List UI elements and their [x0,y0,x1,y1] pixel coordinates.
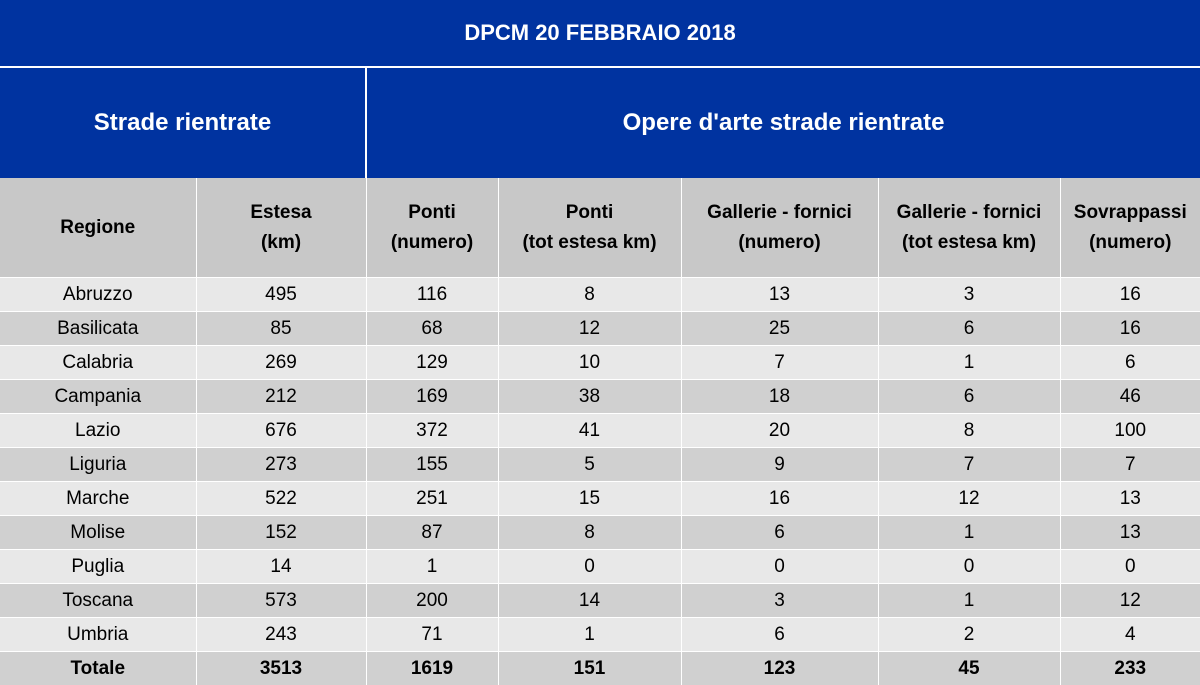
cell-ponti-estesa: 8 [498,278,681,312]
total-cell-gallerie-estesa: 45 [878,652,1060,685]
table-row [0,516,1200,550]
cell-gallerie-numero: 25 [681,312,878,346]
cell-regione: Lazio [0,414,196,448]
cell-gallerie-estesa: 3 [878,278,1060,312]
cell-estesa: 573 [196,584,366,618]
cell-gallerie-numero: 20 [681,414,878,448]
cell-regione: Molise [0,516,196,550]
cell-ponti-numero: 68 [366,312,498,346]
cell-ponti-estesa: 8 [498,516,681,550]
total-cell-regione: Totale [0,652,196,685]
cell-regione: Liguria [0,448,196,482]
table-title: DPCM 20 FEBBRAIO 2018 [0,0,1200,67]
cell-regione: Calabria [0,346,196,380]
table-row [0,346,1200,380]
cell-ponti-numero: 1 [366,550,498,584]
cell-gallerie-estesa: 6 [878,380,1060,414]
column-header-estesa: Estesa (km) [196,178,366,278]
table-row [0,550,1200,584]
cell-ponti-estesa: 41 [498,414,681,448]
cell-sovrappassi: 100 [1060,414,1200,448]
cell-estesa: 152 [196,516,366,550]
cell-ponti-numero: 155 [366,448,498,482]
table-row [0,414,1200,448]
cell-gallerie-estesa: 2 [878,618,1060,652]
cell-ponti-estesa: 38 [498,380,681,414]
cell-estesa: 85 [196,312,366,346]
cell-sovrappassi: 16 [1060,312,1200,346]
table-row [0,482,1200,516]
column-header-sovrappassi: Sovrappassi (numero) [1060,178,1200,278]
cell-ponti-estesa: 12 [498,312,681,346]
cell-regione: Campania [0,380,196,414]
total-row [0,652,1200,685]
total-cell-ponti-numero: 1619 [366,652,498,685]
column-header-ponti-estesa: Ponti (tot estesa km) [498,178,681,278]
table-row [0,380,1200,414]
cell-ponti-numero: 372 [366,414,498,448]
cell-gallerie-estesa: 1 [878,346,1060,380]
cell-sovrappassi: 4 [1060,618,1200,652]
cell-ponti-estesa: 10 [498,346,681,380]
table-row [0,584,1200,618]
cell-sovrappassi: 13 [1060,516,1200,550]
cell-gallerie-estesa: 0 [878,550,1060,584]
table-row [0,618,1200,652]
cell-ponti-numero: 129 [366,346,498,380]
cell-gallerie-numero: 3 [681,584,878,618]
total-cell-gallerie-numero: 123 [681,652,878,685]
group-header-strade: Strade rientrate [0,67,366,178]
cell-gallerie-estesa: 1 [878,584,1060,618]
cell-gallerie-numero: 9 [681,448,878,482]
cell-gallerie-estesa: 1 [878,516,1060,550]
column-header-regione: Regione [0,178,196,278]
cell-gallerie-numero: 16 [681,482,878,516]
cell-gallerie-estesa: 8 [878,414,1060,448]
cell-ponti-estesa: 14 [498,584,681,618]
cell-sovrappassi: 13 [1060,482,1200,516]
cell-ponti-estesa: 0 [498,550,681,584]
cell-estesa: 273 [196,448,366,482]
cell-gallerie-numero: 13 [681,278,878,312]
cell-regione: Toscana [0,584,196,618]
cell-ponti-numero: 87 [366,516,498,550]
cell-gallerie-numero: 7 [681,346,878,380]
cell-sovrappassi: 12 [1060,584,1200,618]
cell-ponti-numero: 71 [366,618,498,652]
cell-estesa: 522 [196,482,366,516]
cell-ponti-estesa: 5 [498,448,681,482]
total-cell-estesa: 3513 [196,652,366,685]
cell-gallerie-numero: 6 [681,516,878,550]
cell-estesa: 212 [196,380,366,414]
table-row [0,448,1200,482]
cell-ponti-numero: 169 [366,380,498,414]
cell-regione: Marche [0,482,196,516]
cell-ponti-estesa: 1 [498,618,681,652]
column-header-row [0,178,1200,278]
cell-sovrappassi: 0 [1060,550,1200,584]
total-cell-sovrappassi: 233 [1060,652,1200,685]
cell-sovrappassi: 16 [1060,278,1200,312]
cell-gallerie-numero: 0 [681,550,878,584]
column-header-ponti-numero: Ponti (numero) [366,178,498,278]
cell-gallerie-estesa: 7 [878,448,1060,482]
cell-gallerie-numero: 6 [681,618,878,652]
cell-regione: Umbria [0,618,196,652]
cell-gallerie-estesa: 12 [878,482,1060,516]
cell-ponti-estesa: 15 [498,482,681,516]
cell-ponti-numero: 251 [366,482,498,516]
cell-ponti-numero: 116 [366,278,498,312]
cell-regione: Basilicata [0,312,196,346]
cell-gallerie-estesa: 6 [878,312,1060,346]
cell-ponti-numero: 200 [366,584,498,618]
column-header-gallerie-numero: Gallerie - fornici (numero) [681,178,878,278]
cell-regione: Puglia [0,550,196,584]
cell-regione: Abruzzo [0,278,196,312]
cell-estesa: 495 [196,278,366,312]
cell-estesa: 243 [196,618,366,652]
cell-estesa: 14 [196,550,366,584]
cell-estesa: 269 [196,346,366,380]
cell-gallerie-numero: 18 [681,380,878,414]
column-header-gallerie-estesa: Gallerie - fornici (tot estesa km) [878,178,1060,278]
cell-sovrappassi: 6 [1060,346,1200,380]
group-header-opere: Opere d'arte strade rientrate [366,67,1200,178]
table-row [0,312,1200,346]
cell-sovrappassi: 7 [1060,448,1200,482]
total-cell-ponti-estesa: 151 [498,652,681,685]
cell-estesa: 676 [196,414,366,448]
table-row [0,278,1200,312]
cell-sovrappassi: 46 [1060,380,1200,414]
